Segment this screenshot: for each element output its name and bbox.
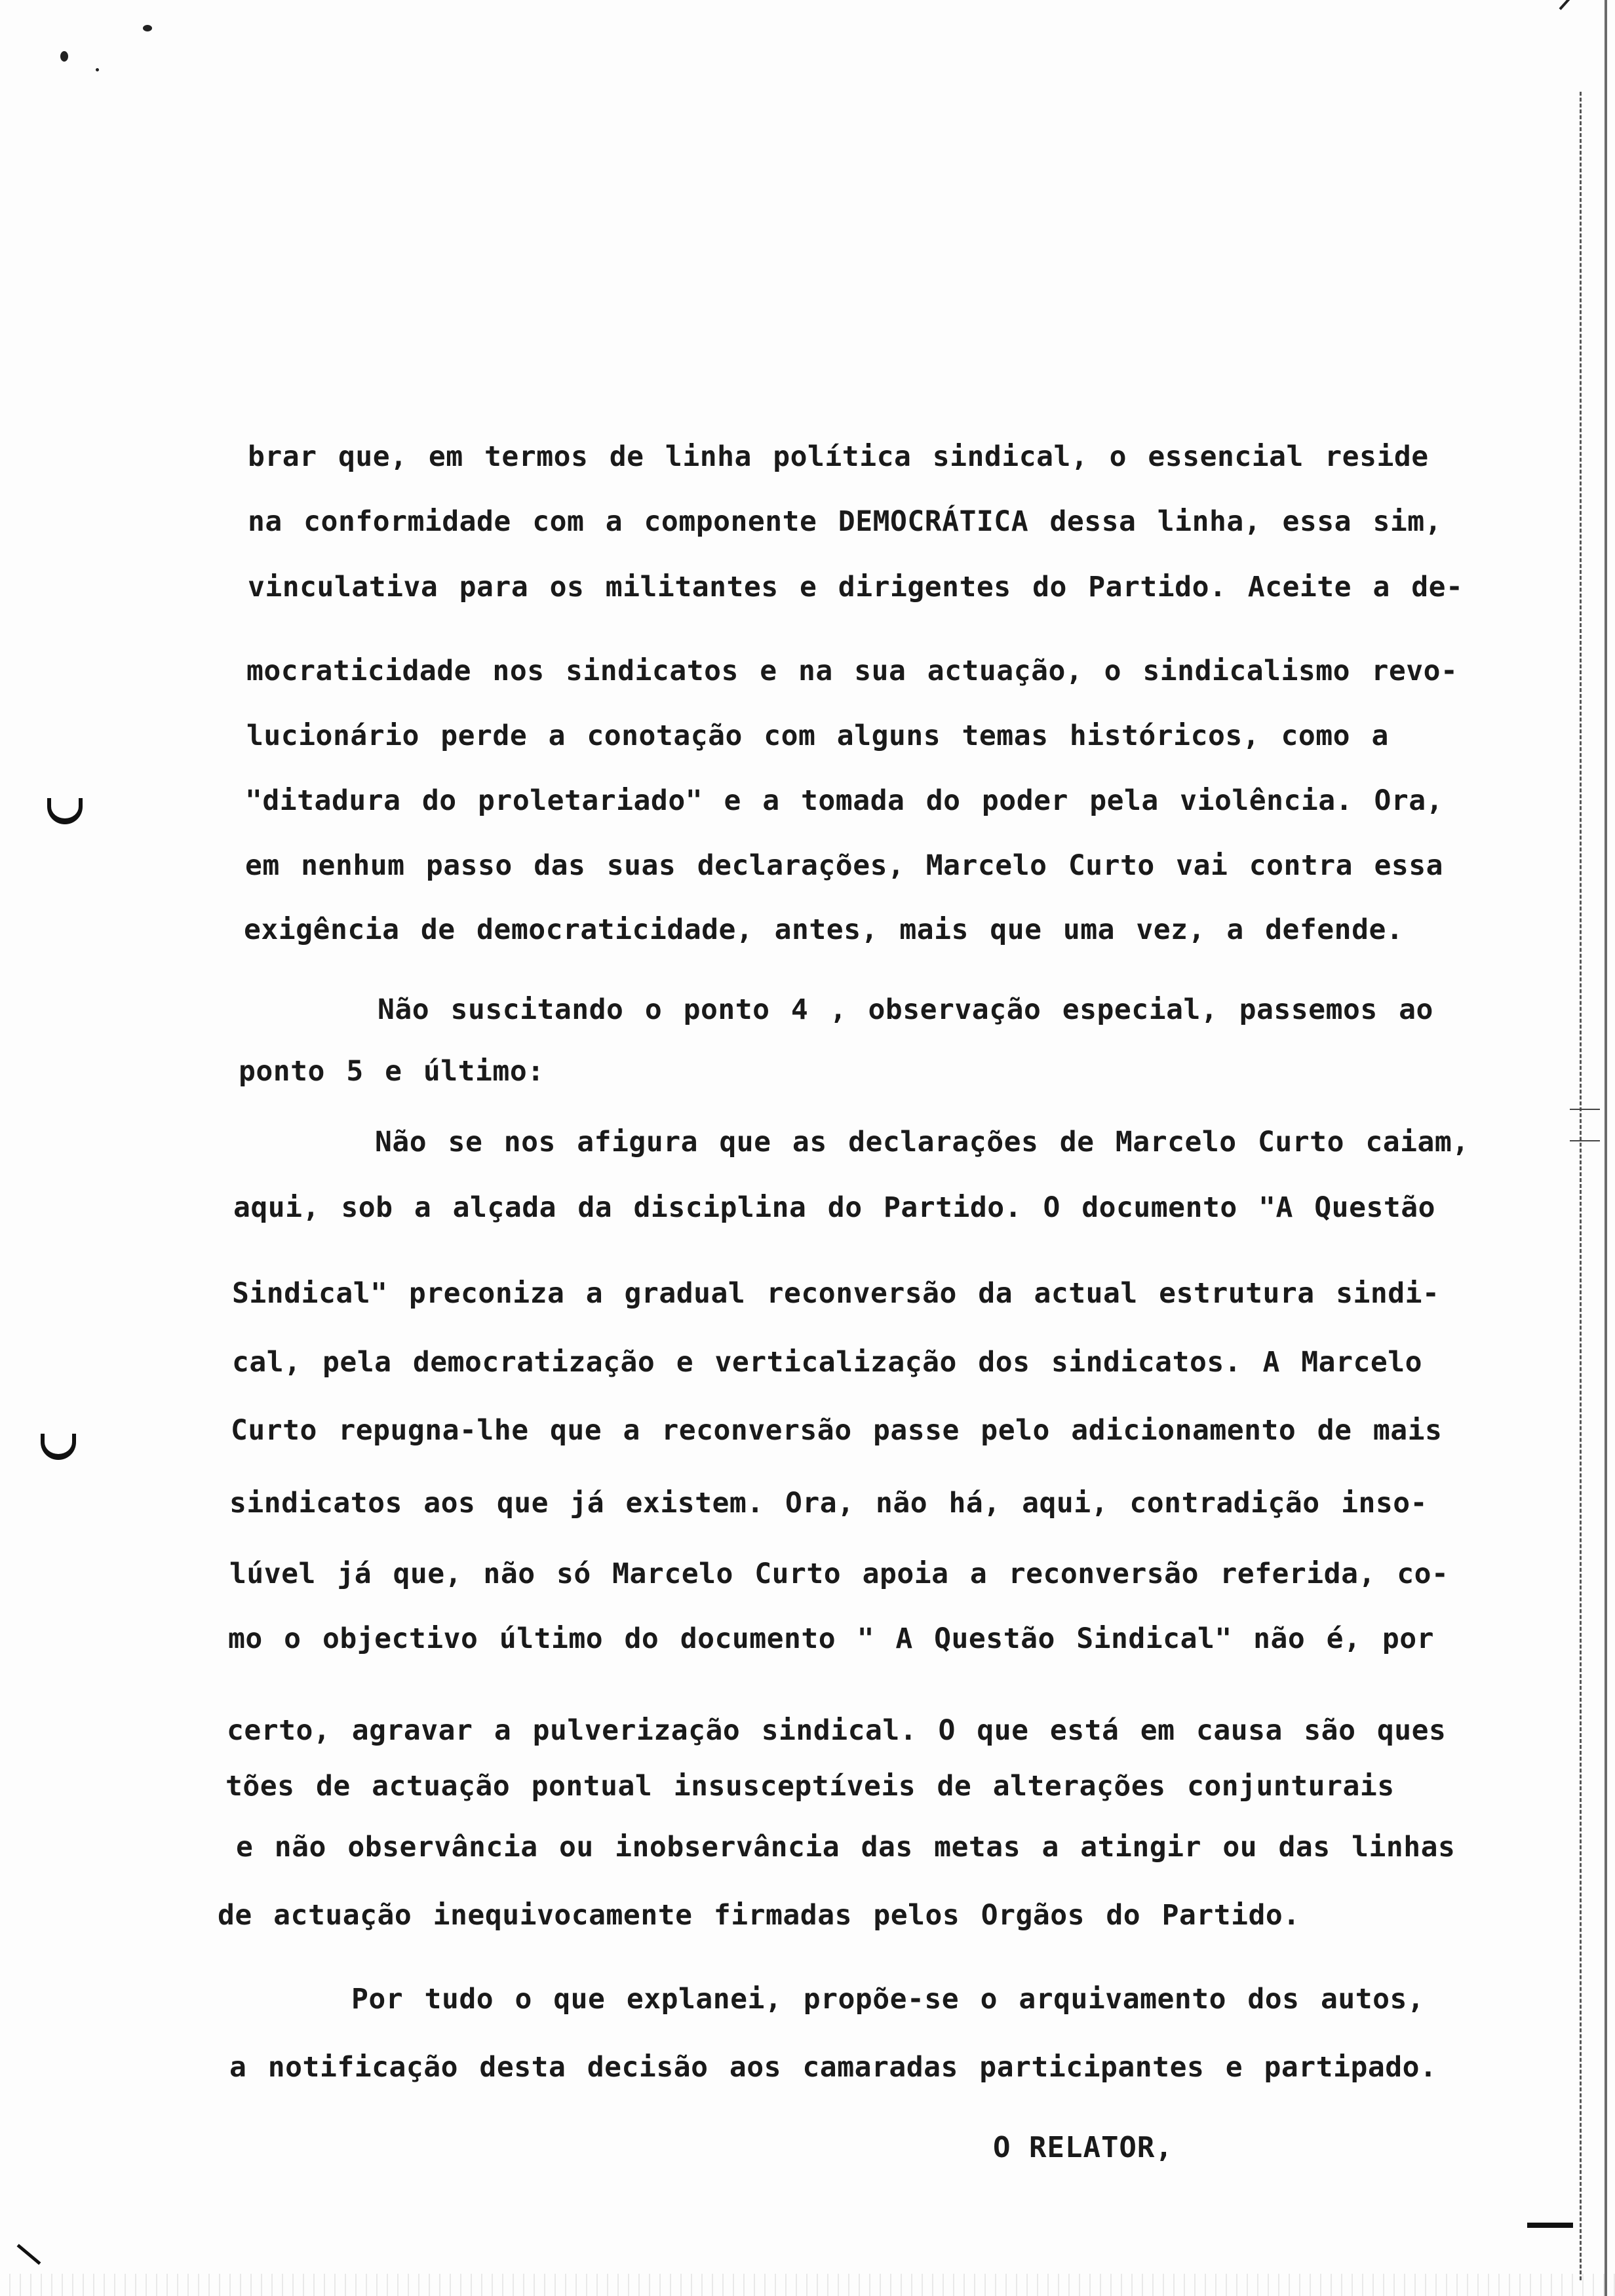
scan-speck: [96, 68, 99, 71]
text-line: sindicatos aos que já existem. Ora, não há, aqui, contradição inso-: [229, 1487, 1428, 1520]
scan-tick: [17, 2244, 41, 2265]
text-line: mo o objectivo último do documento " A Questão Sindical" não é, por: [228, 1622, 1435, 1655]
margin-tick: [1570, 1109, 1600, 1110]
text-line: vinculativa para os militantes e dirigentes do Partido. Aceite a de-: [248, 571, 1464, 603]
text-line: em nenhum passo das suas declarações, Marcelo Curto vai contra essa: [245, 849, 1444, 882]
text-line: e não observância ou inobservância das metas a atingir ou das linhas: [236, 1831, 1456, 1864]
text-line: mocraticidade nos sindicatos e na sua actuação, o sindicalismo revo-: [246, 655, 1458, 687]
text-line: "ditadura do proletariado" e a tomada do poder pela violência. Ora,: [245, 784, 1444, 817]
text-line: de actuação inequivocamente firmadas pelos Orgãos do Partido.: [218, 1899, 1300, 1932]
scan-margin-line: [1580, 92, 1582, 2280]
text-line: Por tudo o que explanei, propõe-se o arquivamento dos autos,: [351, 1983, 1425, 2016]
punch-hole-bottom: [41, 1434, 76, 1460]
scan-speck: [143, 25, 152, 31]
text-line: ponto 5 e último:: [239, 1055, 545, 1088]
scan-speck: [60, 51, 68, 62]
scan-noise: [0, 2274, 1615, 2296]
text-line: Não suscitando o ponto 4 , observação especial, passemos ao: [378, 993, 1433, 1026]
text-line: exigência de democraticidade, antes, mais que uma vez, a defende.: [244, 913, 1404, 946]
text-line: na conformidade com a componente DEMOCRÁTICA dessa linha, essa sim,: [248, 505, 1443, 538]
signature-label: O RELATOR,: [993, 2131, 1173, 2164]
text-line: a notificação desta decisão aos camaradas participantes e partipado.: [229, 2051, 1437, 2084]
scan-edge-shadow: [1605, 0, 1607, 2296]
text-line: cal, pela democratização e verticalização dos sindicatos. A Marcelo: [232, 1346, 1423, 1379]
text-line: aqui, sob a alçada da disciplina do Partido. O documento "A Questão: [233, 1191, 1436, 1224]
text-line: brar que, em termos de linha política sindical, o essencial reside: [248, 440, 1429, 473]
text-line: Sindical" preconiza a gradual reconversão da actual estrutura sindi-: [232, 1277, 1440, 1310]
text-line: lucionário perde a conotação com alguns temas históricos, como a: [246, 719, 1389, 752]
text-line: Não se nos afigura que as declarações de Marcelo Curto caiam,: [375, 1126, 1469, 1158]
text-line: certo, agravar a pulverização sindical. O que está em causa são ques: [227, 1714, 1447, 1747]
text-line: lúvel já que, não só Marcelo Curto apoia a reconversão referida, co-: [229, 1558, 1449, 1590]
corner-fold-mark: [1559, 0, 1597, 10]
scan-dash: [1527, 2223, 1573, 2228]
text-line: tões de actuação pontual insusceptíveis de alterações conjunturais: [225, 1770, 1395, 1803]
margin-tick: [1570, 1140, 1600, 1141]
punch-hole-top: [47, 798, 83, 824]
text-line: Curto repugna-lhe que a reconversão passe pelo adicionamento de mais: [231, 1414, 1443, 1447]
